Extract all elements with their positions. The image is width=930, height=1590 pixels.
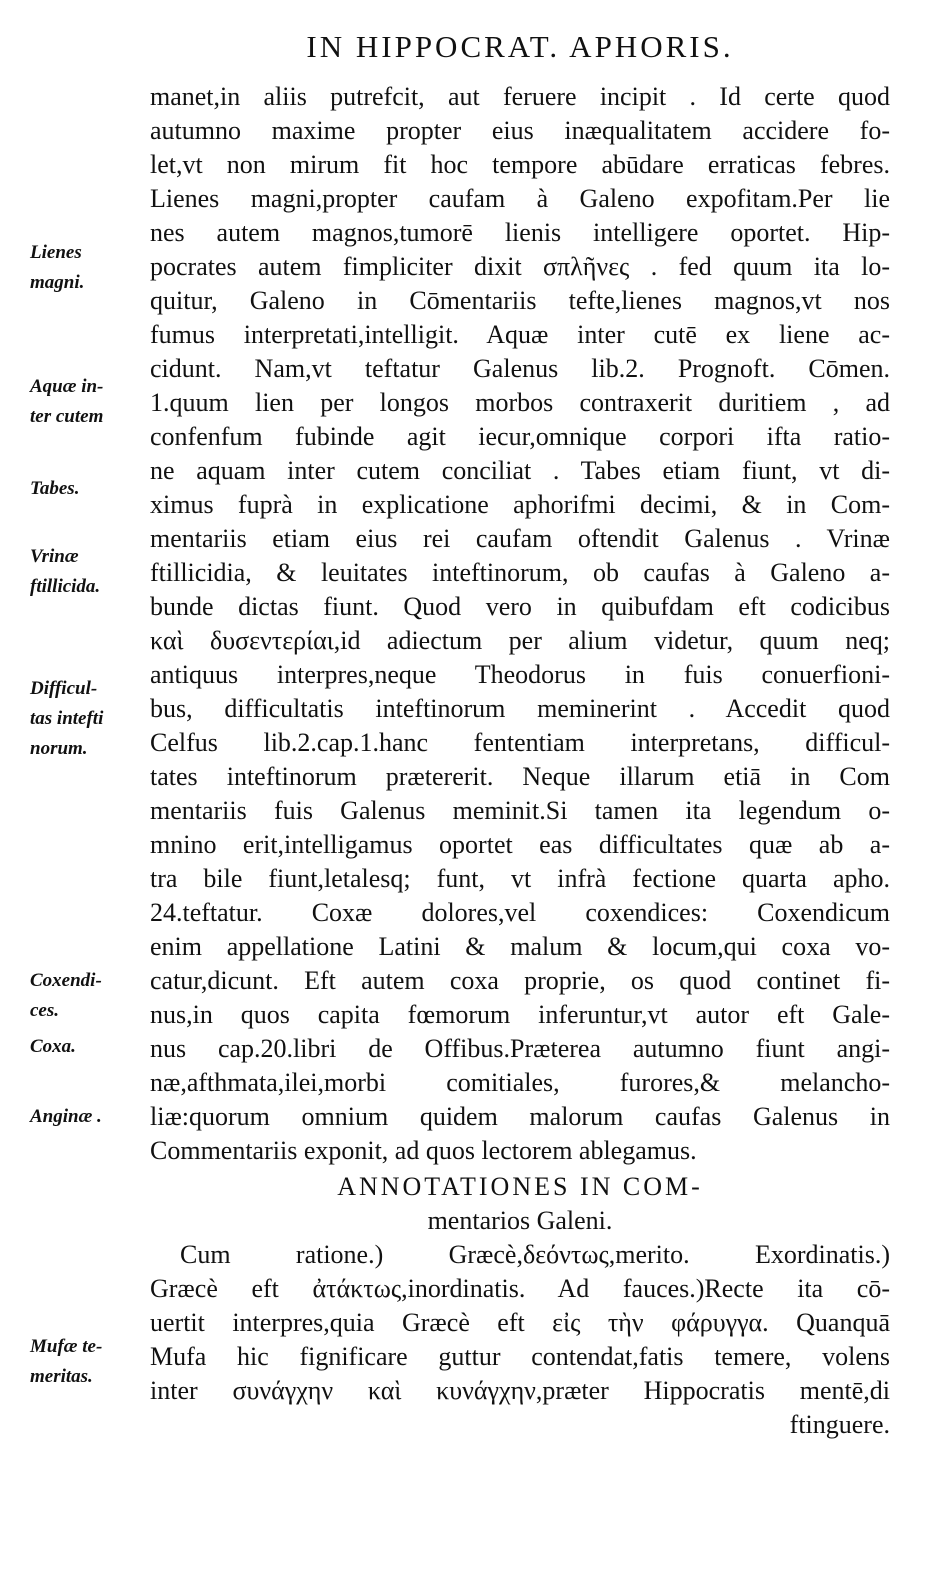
annotation-line: Mufa hic fignificare guttur contendat,fatis temere, volens bbox=[150, 1342, 890, 1371]
text-line: bus, difficultatis inteftinorum meminerint . Accedit quod bbox=[150, 694, 890, 723]
margin-note-line: Mufæ te- bbox=[30, 1336, 103, 1357]
margin-note-line: magni. bbox=[30, 272, 85, 293]
text-line: quitur, Galeno in Cōmentariis tefte,lienes magnos,vt nos bbox=[150, 286, 890, 315]
text-line: mentariis fuis Galenus meminit.Si tamen ita legendum o- bbox=[150, 796, 890, 825]
margin-note-coxa bbox=[30, 1032, 145, 1062]
margin-note-line: Aquæ in- bbox=[30, 376, 104, 397]
annotation-line: ftinguere. bbox=[789, 1410, 890, 1439]
margin-note-line: Lienes bbox=[30, 242, 82, 263]
margin-note-line: Coxendi- bbox=[30, 970, 102, 991]
text-line: nus,in quos capita fœmorum inferuntur,vt autor eft Gale- bbox=[150, 1000, 890, 1029]
text-line: καὶ δυσεντερίαι,id adiectum per alium videtur, quum neq; bbox=[150, 626, 890, 655]
margin-note-line: Vrinæ bbox=[30, 546, 79, 567]
margin-note-anginae bbox=[30, 1102, 145, 1132]
text-line: nus cap.20.libri de Offibus.Præterea autumno fiunt angi- bbox=[150, 1034, 890, 1063]
margin-note-line: tas intefti bbox=[30, 708, 104, 729]
text-line: catur,dicunt. Eft autem coxa proprie, os quod continet fi- bbox=[150, 966, 890, 995]
text-line: enim appellatione Latini & malum & locum,qui coxa vo- bbox=[150, 932, 890, 961]
text-line: mnino erit,intelligamus oportet eas difficultates quæ ab a- bbox=[150, 830, 890, 859]
text-line: tates inteftinorum prætererit. Neque illarum etiā in Com bbox=[150, 762, 890, 791]
margin-note-line: Difficul- bbox=[30, 678, 98, 699]
text-line: tra bile fiunt,letalesq; funt, vt infrà fectione quarta apho. bbox=[150, 864, 890, 893]
text-line: Celfus lib.2.cap.1.hanc fententiam interpretans, difficul- bbox=[150, 728, 890, 757]
margin-note-line: ces. bbox=[30, 1000, 60, 1021]
annotation-line: inter συνάγχην καὶ κυνάγχην,præter Hippocratis mentē,di bbox=[150, 1376, 890, 1405]
text-line: liæ:quorum omnium quidem malorum caufas Galenus in bbox=[150, 1102, 890, 1131]
text-line: confenfum fubinde agit iecur,omnique corpori ifta ratio- bbox=[150, 422, 890, 451]
margin-note-tabes bbox=[30, 474, 145, 504]
text-line: nes autem magnos,tumorē lienis intelligere oportet. Hip- bbox=[150, 218, 890, 247]
annotation-line: Græcè eft ἀτάκτως,inordinatis. Ad fauces.)Recte ita cō- bbox=[150, 1274, 890, 1303]
text-line: ftillicidia, & leuitates inteftinorum, ob caufas à Galeno a- bbox=[150, 558, 890, 587]
text-line: Lienes magni,propter caufam à Galeno expofitam.Per lie bbox=[150, 184, 890, 213]
text-line: Commentariis exponit, ad quos lectorem ablegamus. bbox=[150, 1136, 697, 1165]
margin-note-line: Coxa. bbox=[30, 1036, 76, 1057]
text-line: ximus fuprà in explicatione aphorifmi decimi, & in Com- bbox=[150, 490, 890, 519]
running-head: IN HIPPOCRAT. APHORIS. bbox=[306, 29, 734, 64]
text-line: manet,in aliis putrefcit, aut feruere incipit . Id certe quod bbox=[150, 82, 890, 111]
margin-note-line: norum. bbox=[30, 738, 88, 759]
margin-note-line: ter cutem bbox=[30, 406, 104, 427]
text-line: næ,afthmata,ilei,morbi comitiales, furores,& melancho- bbox=[150, 1068, 890, 1097]
text-line: autumno maxime propter eius inæqualitatem accidere fo- bbox=[150, 116, 890, 145]
margin-note-line: Anginæ . bbox=[30, 1106, 102, 1127]
text-line: fumus interpretati,intelligit. Aquæ inter cutē ex liene ac- bbox=[150, 320, 890, 349]
annotations-subheading: mentarios Galeni. bbox=[427, 1206, 613, 1235]
margin-note-coxendices bbox=[30, 966, 145, 1026]
annotations-heading: ANNOTATIONES IN COM- bbox=[337, 1172, 703, 1201]
text-line: mentariis etiam eius rei caufam oftendit Galenus . Vrinæ bbox=[150, 524, 890, 553]
text-line: bunde dictas fiunt. Quod vero in quibufdam eft codicibus bbox=[150, 592, 890, 621]
margin-note-difficultas bbox=[30, 674, 145, 764]
margin-note-line: meritas. bbox=[30, 1366, 93, 1387]
text-line: let,vt non mirum fit hoc tempore abūdare erraticas febres. bbox=[150, 150, 890, 179]
annotation-line: uertit interpres,quia Græcè eft εἰς τὴν φάρυγγα. Quanquā bbox=[150, 1308, 890, 1337]
text-line: 24.teftatur. Coxæ dolores,vel coxendices: Coxendicum bbox=[150, 898, 890, 927]
text-line: ne aquam inter cutem conciliat . Tabes etiam fiunt, vt di- bbox=[150, 456, 890, 485]
margin-note-lienes bbox=[30, 238, 145, 298]
text-line: antiquus interpres,neque Theodorus in fuis conuerfioni- bbox=[150, 660, 890, 689]
margin-note-aquae bbox=[30, 372, 145, 432]
margin-note-line: ftillicida. bbox=[30, 576, 101, 597]
margin-note-musae bbox=[30, 1332, 145, 1392]
text-line: pocrates autem fimpliciter dixit σπλῆνες . fed quum ita lo- bbox=[150, 252, 890, 281]
annotation-line: Cum ratione.) Græcè,δεόντως,merito. Exordinatis.) bbox=[180, 1240, 890, 1269]
margin-note-line: Tabes. bbox=[30, 478, 80, 499]
text-line: cidunt. Nam,vt teftatur Galenus lib.2. Prognoft. Cōmen. bbox=[150, 354, 890, 383]
margin-note-vrinae bbox=[30, 542, 145, 602]
text-line: 1.quum lien per longos morbos contraxerit duritiem , ad bbox=[150, 388, 890, 417]
